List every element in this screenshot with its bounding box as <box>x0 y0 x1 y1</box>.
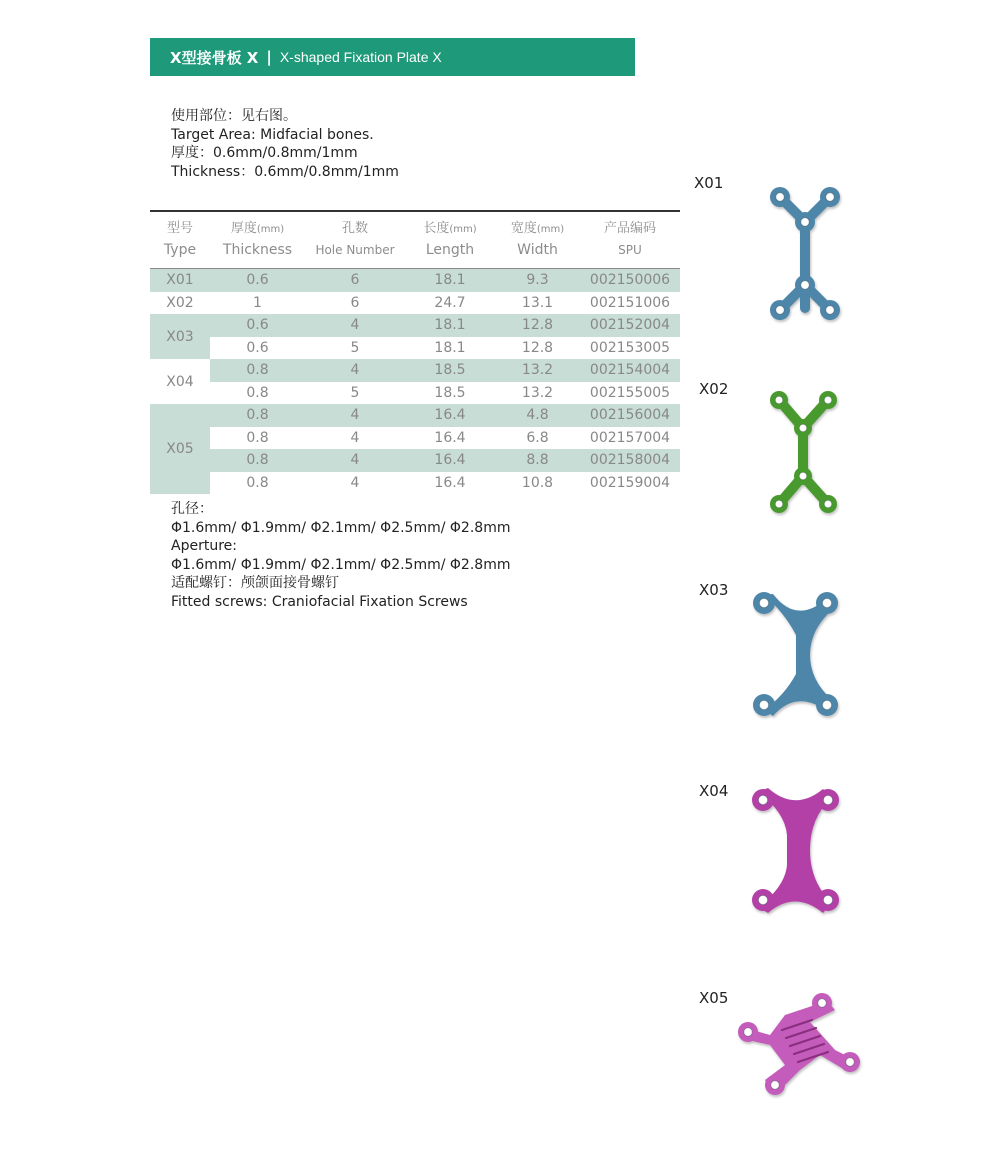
cell-holes: 5 <box>350 384 360 401</box>
cell-holes: 4 <box>350 474 360 491</box>
spec-bottom <box>171 500 510 611</box>
plate-x02-image <box>770 391 837 513</box>
cell-width: 13.2 <box>521 384 554 401</box>
banner-separator: | <box>266 48 272 66</box>
cell-thickness: 0.8 <box>246 474 269 491</box>
cell-spu: 002153005 <box>589 339 671 356</box>
spec-line-screws-en: Fitted screws: Craniofacial Fixation Screws <box>171 593 468 610</box>
spec-line-thickness-zh: 厚度：0.6mm/0.8mm/1mm <box>171 145 358 161</box>
cell-length: 18.5 <box>434 362 466 378</box>
spec-line-target-zh: 使用部位：见右图。 <box>171 108 297 124</box>
cell-length: 16.4 <box>434 474 466 491</box>
plate-label-x05: X05 <box>699 989 729 1007</box>
cell-spu: 002158004 <box>589 452 671 468</box>
cell-holes: 4 <box>350 407 360 423</box>
cell-spu: 002152004 <box>589 317 671 333</box>
cell-thickness: 0.8 <box>246 429 269 446</box>
cell-holes: 4 <box>350 429 360 446</box>
cell-holes: 6 <box>350 294 360 311</box>
plate-label-x04: X04 <box>699 782 729 800</box>
cell-type: X04 <box>166 373 194 390</box>
spec-line-aperture-values-zh: Φ1.6mm/ Φ1.9mm/ Φ2.1mm/ Φ2.5mm/ Φ2.8mm <box>171 519 511 536</box>
cell-holes: 4 <box>350 452 360 468</box>
plate-x03-image <box>753 592 838 716</box>
cell-width: 6.8 <box>526 429 549 446</box>
cell-spu: 002154004 <box>589 362 671 378</box>
cell-thickness: 0.6 <box>246 317 269 333</box>
cell-type: X03 <box>166 328 194 345</box>
spec-line-thickness-en: Thickness：0.6mm/0.8mm/1mm <box>171 163 399 180</box>
spec-top <box>171 107 399 181</box>
cell-type: X01 <box>166 272 194 289</box>
cell-spu: 002151006 <box>589 294 671 311</box>
plate-label-x01: X01 <box>694 174 724 192</box>
cell-spu: 002159004 <box>589 474 671 491</box>
cell-spu: 002150006 <box>589 272 671 288</box>
cell-type: X02 <box>166 294 194 311</box>
cell-spu: 002155005 <box>589 384 671 401</box>
cell-length: 16.4 <box>434 452 466 468</box>
header-thickness: 厚度(mm) Thickness <box>222 221 293 258</box>
cell-thickness: 0.8 <box>246 362 269 378</box>
cell-thickness: 1 <box>253 294 262 311</box>
cell-length: 16.4 <box>434 407 466 423</box>
plate-x05-image <box>738 993 860 1095</box>
cell-length: 18.1 <box>434 317 466 333</box>
cell-holes: 6 <box>350 272 360 288</box>
banner-title-zh: X型接骨板 X <box>170 48 259 67</box>
cell-width: 8.8 <box>526 452 549 468</box>
cell-thickness: 0.8 <box>246 384 269 401</box>
cell-holes: 4 <box>350 362 360 378</box>
plate-x04-image <box>752 788 839 913</box>
header-length: 长度(mm) Length <box>423 221 477 258</box>
cell-length: 18.5 <box>434 384 466 401</box>
spec-table <box>150 210 680 494</box>
cell-width: 9.3 <box>526 272 549 288</box>
cell-holes: 5 <box>350 339 360 356</box>
header-width: 宽度(mm) Width <box>510 221 565 258</box>
spec-line-target-en: Target Area: Midfacial bones. <box>171 126 374 143</box>
spec-line-aperture-values-en: Φ1.6mm/ Φ1.9mm/ Φ2.1mm/ Φ2.5mm/ Φ2.8mm <box>171 556 511 573</box>
cell-length: 16.4 <box>434 429 466 446</box>
cell-type: X05 <box>166 441 194 457</box>
cell-width: 13.1 <box>521 294 554 311</box>
header-type: 型号 Type <box>163 221 197 258</box>
cell-length: 18.1 <box>434 339 466 356</box>
cell-width: 12.8 <box>521 317 554 333</box>
cell-thickness: 0.8 <box>246 407 269 423</box>
plate-label-x02: X02 <box>699 380 729 398</box>
cell-holes: 4 <box>350 317 360 333</box>
plate-label-x03: X03 <box>699 581 729 599</box>
cell-width: 10.8 <box>521 474 554 491</box>
spec-line-aperture-en: Aperture: <box>171 538 237 554</box>
cell-thickness: 0.8 <box>246 452 269 468</box>
cell-spu: 002156004 <box>589 407 671 423</box>
table-body <box>150 269 680 494</box>
spec-line-aperture-zh: 孔径： <box>171 501 213 517</box>
cell-width: 12.8 <box>521 339 554 356</box>
cell-thickness: 0.6 <box>246 339 269 356</box>
cell-width: 13.2 <box>521 362 554 378</box>
cell-thickness: 0.6 <box>246 272 269 288</box>
header-banner <box>150 38 635 76</box>
table-header <box>150 210 680 269</box>
header-holes: 孔数 Hole Number <box>315 221 395 257</box>
cell-width: 4.8 <box>526 407 549 423</box>
cell-spu: 002157004 <box>589 429 671 446</box>
cell-length: 18.1 <box>434 272 466 288</box>
spec-line-screws-zh: 适配螺钉：颅颌面接骨螺钉 <box>171 575 339 591</box>
cell-length: 24.7 <box>434 294 466 311</box>
header-spu: 产品编码 SPU <box>603 221 656 257</box>
banner-title-en: X-shaped Fixation Plate X <box>279 49 442 65</box>
plate-x01-image <box>770 187 840 320</box>
